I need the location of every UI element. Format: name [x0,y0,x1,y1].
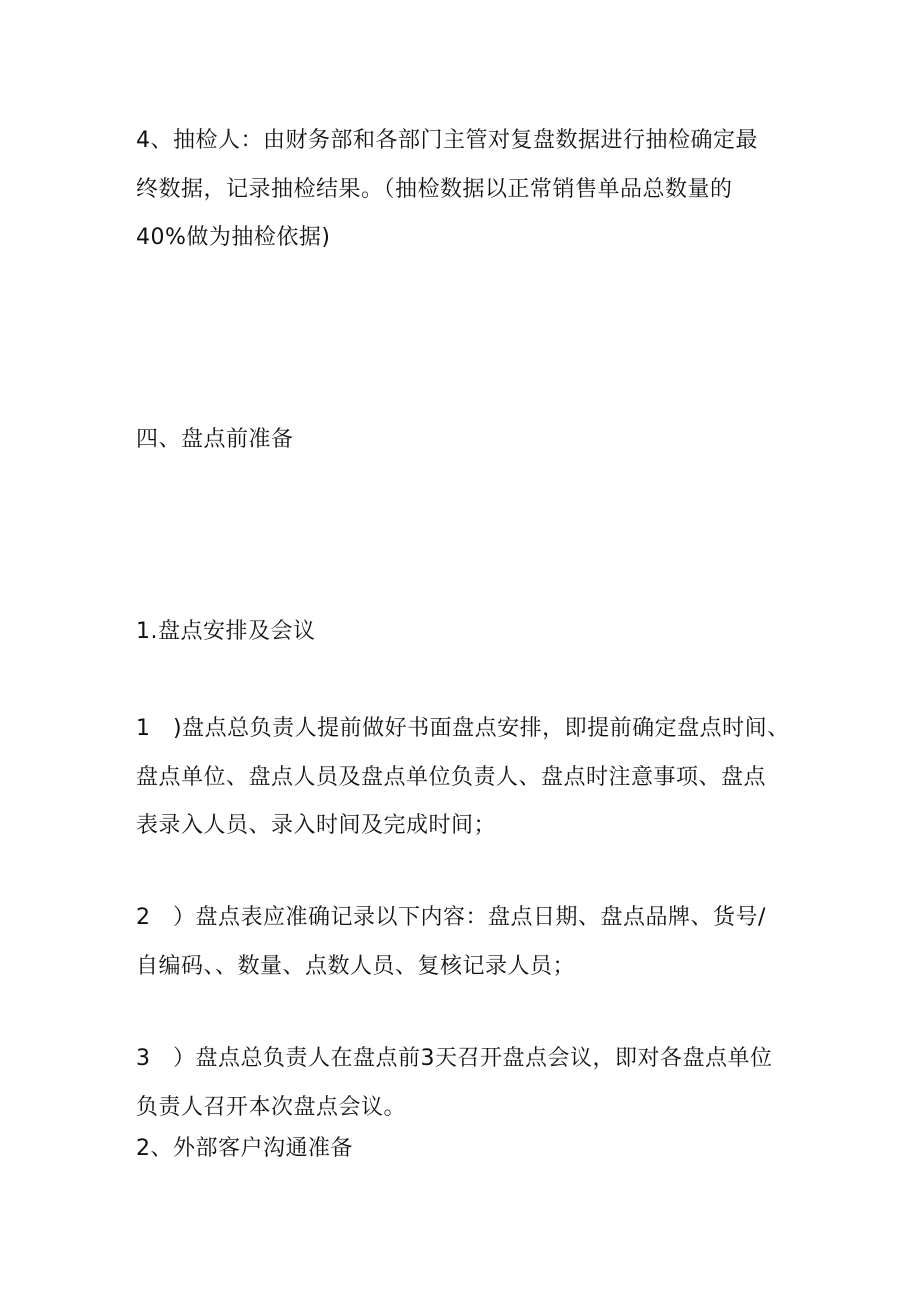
paragraph-line: 负责人召开本次盘点会议。 [136,1095,407,1120]
paragraph-line: 表录入人员、录入时间及完成时间； [136,813,497,838]
paragraph-line: 自编码、、数量、点数人员、复核记录人员； [136,954,576,979]
paragraph-line: 盘点单位、盘点人员及盘点单位负责人、盘点时注意事项、盘点 [136,765,767,790]
paragraph-line: 3 ）盘点总负责人在盘点前3天召开盘点会议，即对各盘点单位 [136,1046,773,1071]
paragraph-line: 1 )盘点总负责人提前做好书面盘点安排，即提前确定盘点时间、 [136,716,790,741]
subsection-heading: 2、外部客户沟通准备 [136,1136,353,1161]
subsection-heading: 1.盘点安排及会议 [136,619,316,644]
section-heading: 四、盘点前准备 [136,427,294,452]
paragraph-line: 4、抽检人：由财务部和各部门主管对复盘数据进行抽检确定最 [136,128,758,153]
paragraph-line: 2 ）盘点表应准确记录以下内容：盘点日期、盘点品牌、货号/ [136,905,766,930]
paragraph-line: 40%做为抽检依据) [136,225,331,250]
paragraph-line: 终数据，记录抽检结果。（抽检数据以正常销售单品总数量的 [136,177,733,202]
